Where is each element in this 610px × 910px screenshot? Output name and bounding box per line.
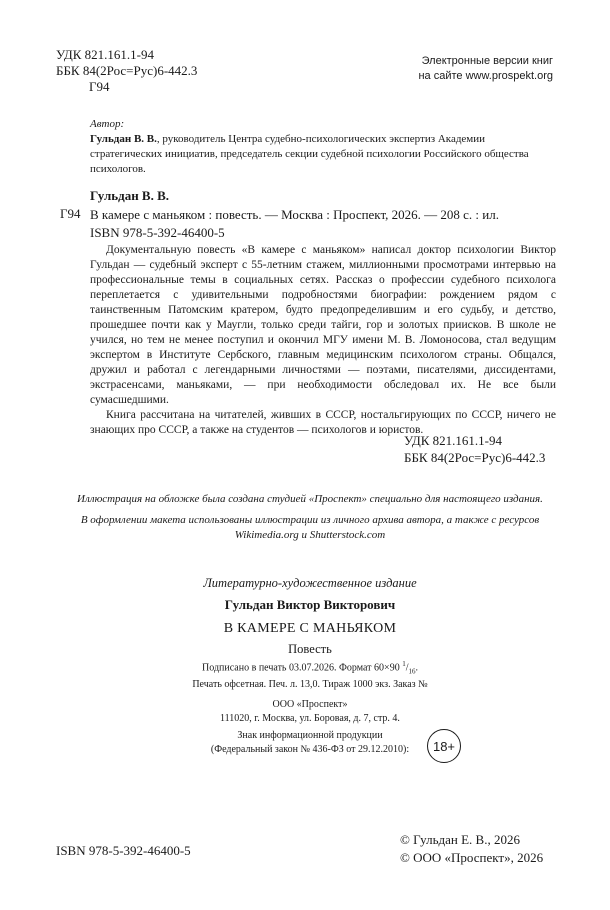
book-type: Повесть [288, 642, 332, 656]
publisher-address: 111020, г. Москва, ул. Боровая, д. 7, стр. 4. [220, 713, 400, 725]
bibliographic-record [90, 206, 570, 241]
annotation-paragraph: Документальную повесть «В камере с маньяком» написал доктор психологии Виктор Гульдан — судебный эксперт с 55-летним стажем, миллионными просмотрами интервью на профессиональные темы в социальных сетях. Рассказ о профессии судебного психолога переплетается с удивительными подробностями биографии: рождением рядом с таинственным Патомским кратером, будто предопределившим и его судьбу, и детство, прошедшее почти как у Маугли, только среди тайги, гор и золотых приисков. В школе не учился, но тем не менее поступил и окончил МГУ имени М. В. Ломоносова, стал ведущим экспертом в Институте Сербского, главным медицинским психологом страны. Общался, дружил и работал с легендарными личностями — поэтами, писателями, диссидентами, экстрасенсами, маньяками, — при необходимости обследовал их. Не все были сумасшедшими. [90, 244, 556, 406]
classification-block [404, 432, 545, 466]
udk-code: УДК 821.161.1-94 [404, 433, 503, 448]
copyright-block [400, 831, 543, 867]
author-mark: Г94 [89, 79, 110, 94]
copyright-author: © Гульдан Е. В., 2026 [400, 832, 520, 847]
marking-line1: Знак информационной продукции [237, 730, 383, 741]
ebook-notice-line1: Электронные версии книг [421, 55, 553, 67]
signed-to-print: Подписано в печать 03.07.2026. Формат 60×90 $^1/_{16}$. [202, 660, 418, 676]
bibliographic-author-mark: Г94 [60, 206, 81, 221]
signed-to-print-text: Подписано в печать 03.07.2026. Формат 60×90 [202, 662, 400, 674]
format-fraction-denominator: 16 [408, 667, 416, 676]
bbk-code: ББК 84(2Рос=Рус)6-442.3 [404, 450, 546, 465]
bbk-code: ББК 84(2Рос=Рус)6-442.3 [56, 63, 198, 78]
bibliographic-isbn: ISBN 978-5-392-46400-5 [90, 225, 225, 240]
format-fraction-numerator: 1 [402, 660, 406, 668]
author-info [90, 117, 560, 177]
annotation-paragraph: Книга рассчитана на читателей, живших в СССР, ностальгирующих по СССР, ничего не знающих про СССР, а также на студентов — психологов и юристов. [90, 409, 556, 436]
footer-isbn: ISBN 978-5-392-46400-5 [56, 843, 191, 858]
ebook-notice [353, 54, 553, 84]
marking-line2: (Федеральный закон № 436-ФЗ от 29.12.2010): [210, 744, 410, 755]
cover-credit: Иллюстрация на обложке была создана студией «Проспект» специально для настоящего издания. [77, 493, 543, 505]
edition-genre: Литературно-художественное издание [203, 576, 417, 590]
illustration-credits [60, 492, 560, 549]
bibliographic-description: В камере с маньяком : повесть. — Москва : Проспект, 2026. — 208 с. : ил. [90, 207, 499, 222]
print-info: Печать офсетная. Печ. л. 13,0. Тираж 1000 экз. Заказ № [192, 679, 428, 691]
technical-data [60, 657, 560, 726]
copyright-publisher: © ООО «Проспект», 2026 [400, 850, 544, 865]
ebook-notice-line2: на сайте www.prospekt.org [418, 70, 553, 82]
age-rating-badge: 18+ [427, 729, 461, 763]
annotation [90, 243, 556, 438]
udk-code: УДК 821.161.1-94 [56, 47, 155, 62]
bibliographic-heading: Гульдан В. В. [90, 188, 170, 203]
author-description: , руководитель Центра судебно-психологических экспертиз Академии стратегических инициатив, председатель секции судебной психологии Российского общества психологов. [90, 133, 529, 175]
publisher-name: ООО «Проспект» [272, 699, 348, 711]
udk-block-top [56, 47, 197, 95]
book-title: В КАМЕРЕ С МАНЬЯКОМ [223, 621, 397, 636]
info-product-marking [180, 729, 440, 757]
author-full-name: Гульдан Виктор Викторович [224, 597, 396, 612]
author-label: Автор: [90, 118, 125, 130]
imprint-block [60, 574, 560, 658]
layout-credit: В оформлении макета использованы иллюстрации из личного архива автора, а также с ресурсов Wikimedia.org и Shutterstock.com [80, 514, 540, 541]
author-name: Гульдан В. В. [90, 133, 157, 145]
